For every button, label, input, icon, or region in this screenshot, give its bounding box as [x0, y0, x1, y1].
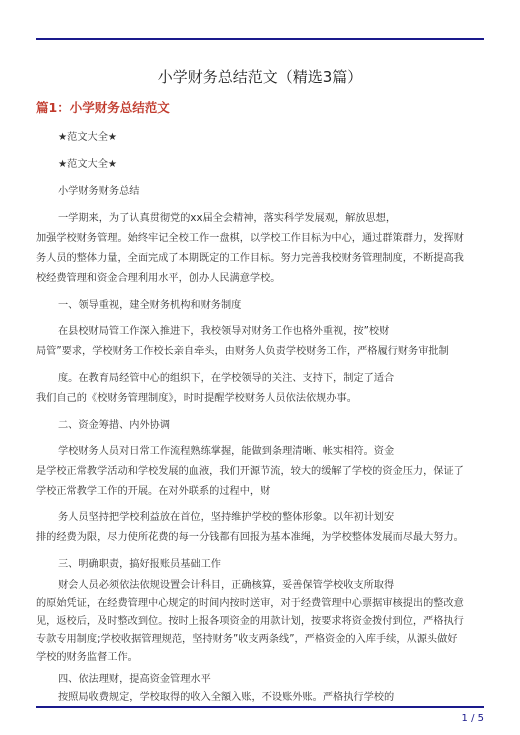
header-rule	[36, 38, 484, 40]
text-line: 加强学校财务管理。始终牢记全校工作一盘棋，以学校工作目标为中心，通过群策群力，发挥财	[36, 233, 464, 244]
text-line: 是学校正常教学活动和学校发展的血液，我们开源节流，较大的缓解了学校的资金压力，保证了	[36, 466, 464, 477]
text-line: 在县校财局管工作深入推进下，我校领导对财务工作也格外重视，按”校财	[58, 326, 390, 337]
text-line: 度。在教育局经管中心的组织下，在学校领导的关注、支持下，制定了适合	[58, 373, 395, 384]
text-line: 排的经费为限，尽力使所花费的每一分钱都有回报为基本准绳，为学校整体发展而尽最大努力。	[36, 532, 464, 543]
text-line: 学校的财务监督工作。	[36, 652, 138, 663]
footer-rule	[36, 706, 484, 708]
text-line: ★范文大全★	[58, 159, 118, 170]
section-subheading: 一、领导重视，建全财务机构和财务制度	[58, 300, 242, 311]
text-line: 的原始凭证，在经费管理中心规定的时间内按时送审，对于经费管理中心票据审核提出的整改意	[36, 598, 464, 609]
text-line: 小学财务财务总结	[58, 186, 140, 197]
text-line: 见，返校后，及时整改到位。按时上报各项资金的用款计划，按要求将资金拨付到位，严格执行	[36, 616, 464, 627]
section-heading: 篇1：小学财务总结范文	[36, 100, 170, 115]
text-line: ★范文大全★	[58, 132, 118, 143]
text-line: 专款专用制度;学校收据管理规范，坚持财务”收支两条线”，严格资金的入库手续，从源头做好	[36, 634, 458, 645]
text-line: 校经费管理和资金合理利用水平，创办人民满意学校。	[36, 273, 281, 284]
text-line: 财会人员必须依法依规设置会计科目，正确核算，妥善保管学校收支所取得	[58, 580, 395, 591]
text-line: 局管”要求，学校财务工作校长亲自牵头，由财务人负责学校财务工作，严格履行财务审批制	[36, 346, 449, 357]
text-line: 我们自己的《校财务管理制度》，时时提醒学校财务人员依法依规办事。	[36, 393, 357, 404]
text-line: 务人员的整体力量，全面完成了本期既定的工作目标。努力完善我校财务管理制度，不断提高我	[36, 253, 464, 264]
document-title: 小学财务总结范文（精选3篇）	[157, 68, 363, 86]
text-line: 按照局收费规定，学校取得的收入全額入账，不设账外账。严格执行学校的	[58, 692, 395, 703]
section-subheading: 四、依法理财，提高资金管理水平	[58, 674, 211, 685]
text-line: 学校财务人员对日常工作流程熟练掌握，能做到条理清晰、帐实相符。资金	[58, 446, 395, 457]
text-line: 务人员坚持把学校利益放在首位，坚持维护学校的整体形象。以年初计划安	[58, 512, 395, 523]
text-line: 学校正常教学工作的开展。在对外联系的过程中，财	[36, 486, 271, 497]
text-line: 一学期来，为了认真贯彻党的xx届全会精神，落实科学发展观，解放思想，	[58, 213, 397, 224]
page-indicator: 1 / 5	[461, 713, 484, 724]
section-subheading: 二、资金筹措、内外协调	[58, 420, 171, 431]
section-subheading: 三、明确职责，搞好报账员基础工作	[58, 559, 221, 570]
